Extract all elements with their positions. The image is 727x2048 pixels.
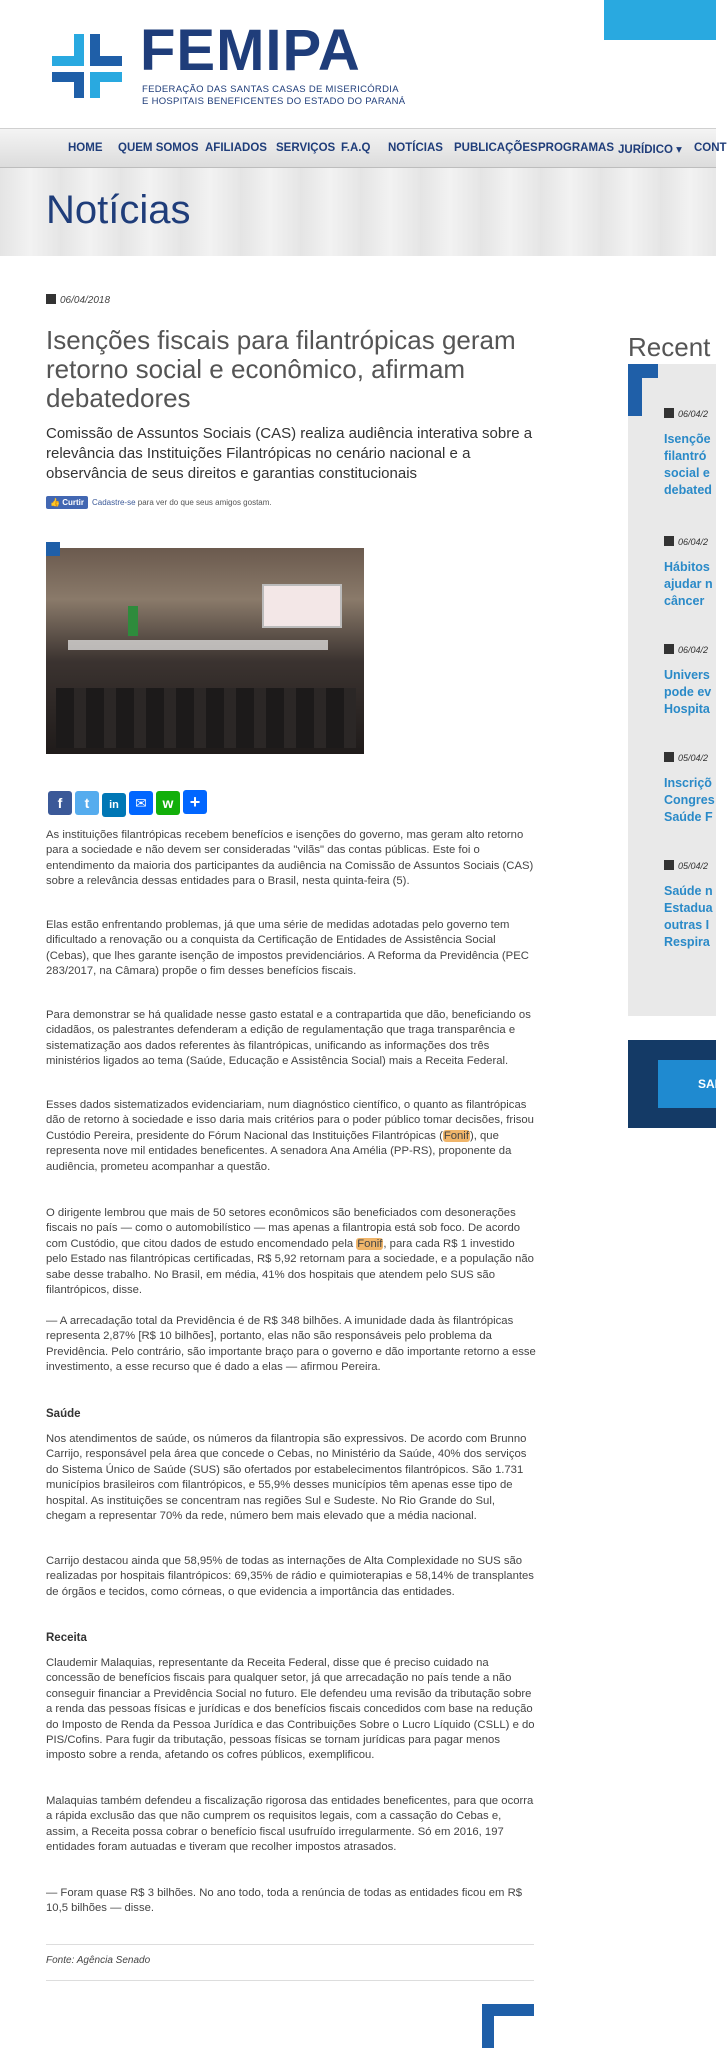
sidebar-post <box>664 408 712 499</box>
fonif-highlight: Fonif <box>443 1129 469 1142</box>
nav-noticias[interactable]: NOTÍCIAS <box>388 142 443 154</box>
twitter-share-icon[interactable]: t <box>75 791 99 815</box>
sidebar-post-link[interactable]: Inscriçõ Congres Saúde F <box>664 776 715 824</box>
paragraph-4-text-a: Esses dados sistematizados evidenciariam, num diagnóstico científico, o quanto as filantrópicas dão de retorno à sociedade e isso daria mais critérios para o poder público tomar decisões, frisou Custódio Pereira, presidente do Fórum Nacional das Instituições Filantrópicas ( <box>46 1099 534 1142</box>
page-title: Notícias <box>46 188 191 232</box>
linkedin-share-icon[interactable]: in <box>102 793 126 817</box>
thumbs-up-icon: 👍 <box>50 498 63 507</box>
facebook-like-row <box>46 496 272 509</box>
article-subtitle: Comissão de Assuntos Sociais (CAS) realiza audiência interativa sobre a relevância das Instituições Filantrópicas no cenário nacional e a observância de seus direitos e garantias constitucionais <box>46 425 533 482</box>
photo-audience <box>56 688 356 748</box>
email-share-icon[interactable]: ✉ <box>129 791 153 815</box>
femipa-logo-icon[interactable] <box>44 26 130 106</box>
nav-contato[interactable]: CONT <box>694 142 727 154</box>
paragraph-10: Malaquias também defendeu a fiscalização rigorosa das entidades beneficentes, para que ocorra a rápida exclusão das que não cumprem os requisitos legais, com a cassação do Cebas e, assim, a Receita possa cobrar o benefício fiscal usufruído irregularmente. Só em 2016, 197 entidades foram autuadas e tiveram que recolher impostos atrasados. <box>46 1795 534 1854</box>
paragraph-8: Carrijo destacou ainda que 58,95% de todas as internações de Alta Complexidade no SUS são realizadas por hospitais filantrópicos: 69,35% de rádio e quimioterapias e 58,14% de transplantes de órgãos e tecidos, como córneas, o que evidencia a importância das entidades. <box>46 1555 534 1598</box>
photo-projection-screen <box>262 584 342 628</box>
page-banner <box>0 168 716 256</box>
sidebar-title: Recent <box>628 332 711 362</box>
logo-subtitle-line1: FEDERAÇÃO DAS SANTAS CASAS DE MISERICÓRDIA <box>142 84 399 95</box>
article-date-text: 06/04/2018 <box>60 295 111 306</box>
article-source: Fonte: Agência Senado <box>46 1955 151 1966</box>
main-nav <box>0 128 727 168</box>
sidebar-post-date-text: 05/04/2 <box>678 861 709 871</box>
more-share-icon[interactable]: + <box>183 790 207 814</box>
nav-programas[interactable]: PROGRAMAS <box>538 142 615 154</box>
article-date <box>46 294 110 306</box>
paragraph-5-text-b: , para cada R$ 1 investido pelo Estado nas filantrópicas certificadas, R$ 5,92 retornam para a sociedade, e a população não sabe desse trabalho. No Brasil, em média, 41% dos hospitais que atendem pelo SUS são filantrópicos, disse. <box>46 1237 534 1297</box>
nav-home[interactable]: HOME <box>68 142 103 154</box>
calendar-icon <box>664 408 674 418</box>
article-divider <box>46 1944 534 1945</box>
paragraph-2: Elas estão enfrentando problemas, já que uma série de medidas adotadas pelo governo tem dificultado a renovação ou a conquista da Certificação de Entidades de Assistência Social (Cebas), que lhes garante isenção de impostos previdenciários. A Reforma da Previdência (PEC 283/2017, na Câmara) propõe o fim desses benefícios fiscais. <box>46 919 529 978</box>
paragraph-6: — A arrecadação total da Previdência é de R$ 348 bilhões. A imunidade dada às filantrópicas representa 2,87% [R$ 10 bilhões], portanto, elas não são responsáveis pelo problema da Previdência. Pelo contrário, são importante braço para o governo e dão importante retorno a esse investimento, a esse recurso que é dado a elas — afirmou Pereira. <box>46 1315 536 1374</box>
sidebar-action-button[interactable]: SAI <box>658 1060 716 1108</box>
nav-servicos[interactable]: SERVIÇOS <box>276 142 336 154</box>
facebook-like-button[interactable] <box>46 496 88 509</box>
section-heading-saude: Saúde <box>46 1408 81 1420</box>
facebook-share-icon[interactable]: f <box>48 791 72 815</box>
sidebar-corner-accent-top <box>628 364 658 378</box>
sidebar-post-link[interactable]: Saúde n Estadua outras I Respira <box>664 884 713 949</box>
logo-subtitle-line2: E HOSPITAIS BENEFICENTES DO ESTADO DO PARANÁ <box>142 96 406 107</box>
sidebar-post-date <box>664 536 713 547</box>
paragraph-5-text-a: O dirigente lembrou que mais de 50 setores econômicos são beneficiados com desonerações fiscais no país — como o automobilístico — mas apenas a filantropia está sob foco. De acordo com Custódio, que citou dados de estudo encomendado pela <box>46 1207 521 1250</box>
sidebar-post <box>664 860 713 951</box>
article-photo <box>46 542 364 754</box>
nav-publicacoes[interactable]: PUBLICAÇÕES <box>454 142 538 154</box>
nav-faq[interactable]: F.A.Q <box>341 142 371 154</box>
calendar-icon <box>664 644 674 654</box>
paragraph-3: Para demonstrar se há qualidade nesse gasto estatal e a contrapartida que dão, beneficiando os cidadãos, os palestrantes defenderam a edição de regulamentação que traga transparência e sistematização aos dados referentes às filantrópicas, unificando as informações dos três ministérios ligados ao tema (Saúde, Educação e Assistência Social) mais a Receita Federal. <box>46 1009 531 1068</box>
sidebar-post-date <box>664 752 715 763</box>
sidebar-post-date-text: 06/04/2 <box>678 537 709 547</box>
sidebar-post-date-text: 05/04/2 <box>678 753 709 763</box>
logo-title[interactable]: FEMIPA <box>140 18 361 83</box>
article-divider-bottom <box>46 1980 534 1981</box>
committee-hearing-photo <box>46 548 364 754</box>
nav-quem-somos[interactable]: QUEM SOMOS <box>118 142 199 154</box>
whatsapp-share-icon[interactable]: w <box>156 791 180 815</box>
paragraph-4-text-b: ), que representa nove mil entidades beneficentes. A senadora Ana Amélia (PP-RS), proponente da audiência, prometeu acompanhar a questão. <box>46 1129 512 1173</box>
sidebar-post <box>664 644 711 718</box>
photo-corner-accent <box>46 542 60 556</box>
photo-flag <box>128 606 138 636</box>
facebook-like-label: Curtir <box>62 498 84 507</box>
nav-afiliados[interactable]: AFILIADOS <box>205 142 267 154</box>
sidebar-post-date <box>664 860 713 871</box>
header-accent-strip <box>604 0 716 40</box>
calendar-icon <box>664 536 674 546</box>
sidebar-post <box>664 536 713 610</box>
paragraph-1: As instituições filantrópicas recebem benefícios e isenções do governo, mas geram alto retorno para a sociedade e não devem ser consideradas "vilãs" das contas públicas. Este foi o entendimento da maioria dos participantes da audiência na Comissão de Assuntos Sociais (CAS) sobre a relevância dessas entidades para o Brasil, nesta quinta-feira (5). <box>46 829 534 888</box>
logo-subtitle <box>142 84 405 108</box>
nav-juridico[interactable]: JURÍDICO ▾ <box>618 144 682 156</box>
paragraph-9: Claudemir Malaquias, representante da Receita Federal, disse que é preciso cuidado na concessão de benefícios fiscais para qualquer setor, já que arrecadação no país tende a não conseguir financiar a Previdência Social no futuro. Ele defendeu uma revisão da tributação sobre a renda das pessoas físicas e jurídicas e dos benefícios fiscais concedidos com base na redução do Imposto de Renda da Pessoa Jurídica e das Contribuições Sobre o Lucro Líquido (CSLL) e do PIS/Cofins. Para fugir da tributação, pessoas físicas se tornam jurídicas para pagar menos imposto sobre a renda, afetando os cofres públicos, exemplificou. <box>46 1657 535 1762</box>
sidebar-post-date <box>664 644 711 655</box>
calendar-icon <box>664 860 674 870</box>
sidebar-post <box>664 752 715 826</box>
calendar-icon <box>46 294 56 304</box>
facebook-like-text: para ver do que seus amigos gostam. <box>135 498 272 507</box>
paragraph-4 <box>46 1098 536 1175</box>
paragraph-5 <box>46 1206 536 1298</box>
fonif-highlight: Fonif <box>357 1237 383 1250</box>
sidebar-post-link[interactable]: Hábitos ajudar n câncer <box>664 560 713 608</box>
sidebar-post-date <box>664 408 712 419</box>
section-heading-receita: Receita <box>46 1632 87 1644</box>
bottom-corner-accent <box>482 2004 534 2048</box>
photo-table <box>68 640 328 650</box>
sidebar-post-date-text: 06/04/2 <box>678 645 709 655</box>
paragraph-11: — Foram quase R$ 3 bilhões. No ano todo, toda a renúncia de todas as entidades ficou em R$ 10,5 bilhões — disse. <box>46 1887 523 1915</box>
sidebar-post-link[interactable]: Isençõe filantró social e debated <box>664 432 712 497</box>
site-header <box>0 0 716 128</box>
facebook-signup-link[interactable]: Cadastre-se <box>91 498 136 507</box>
calendar-icon <box>664 752 674 762</box>
sidebar-post-link[interactable]: Univers pode ev Hospita <box>664 668 712 716</box>
sidebar-post-date-text: 06/04/2 <box>678 409 709 419</box>
paragraph-7: Nos atendimentos de saúde, os números da filantropia são expressivos. De acordo com Brunno Carrijo, responsável pela área que concede o Cebas, no Ministério da Saúde, 40% dos serviços do Sistema Único de Saúde (SUS) são ofertados por estabelecimentos filantrópicos. São 1.731 municípios brasileiros com filantrópicos, e 55,9% desses municípios têm apenas esse tipo de hospital. As instituições se concentram nas regiões Sul e Sudeste. No Rio Grande do Sul, chegam a representar 70% da rede, número bem mais elevado que a média nacional. <box>46 1433 527 1523</box>
article-title: Isenções fiscais para filantrópicas geram retorno social e econômico, afirmam debatedores <box>46 325 516 413</box>
share-buttons <box>48 790 210 814</box>
